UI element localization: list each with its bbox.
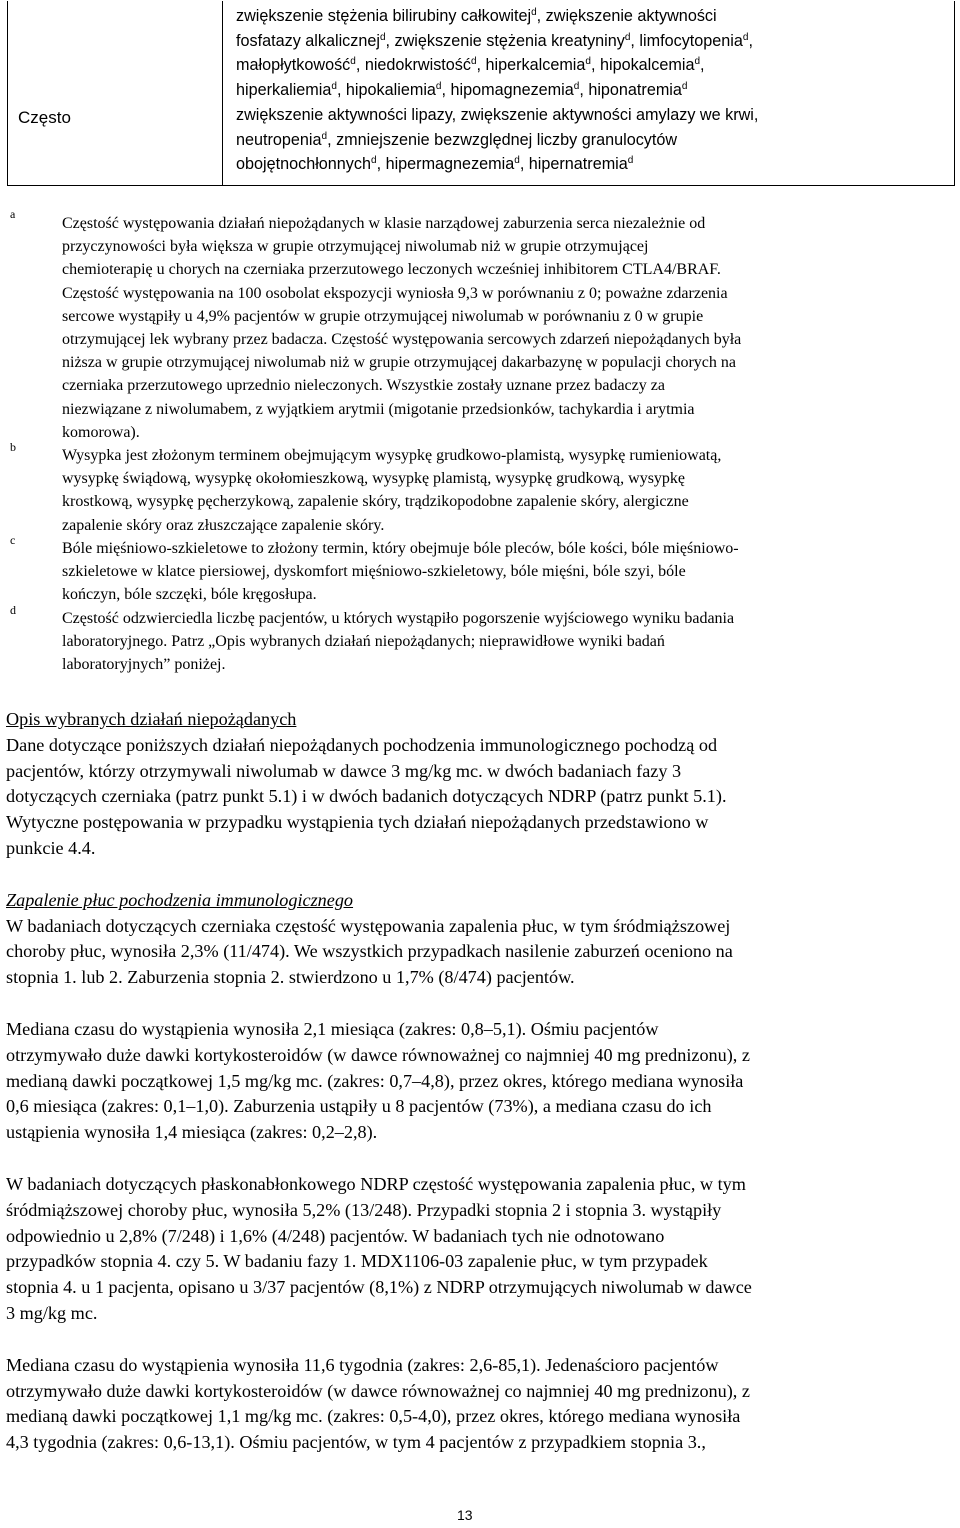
footnote-letter: d xyxy=(10,603,16,617)
text-line: Mediana czasu do wystąpienia wynosiła 11,6 tygodnia (zakres: 2,6-85,1). Jedenaścioro pacjentów xyxy=(6,1354,719,1375)
footnote-line: chemioterapię u chorych na czerniaka przerzutowego leczonych wcześniej inhibitorem CTLA4/BRAF. xyxy=(62,261,721,279)
footnote-line: sercowe wystąpiły u 4,9% pacjentów w grupie otrzymującej niwolumab w porównaniu z 0 w grupie xyxy=(62,307,704,325)
footnote-marker: d xyxy=(624,31,631,43)
text-run: , hipokaliemia xyxy=(336,80,436,99)
footnote-marker: d xyxy=(627,155,634,166)
table-text-line xyxy=(236,53,951,78)
footnote-d xyxy=(62,607,952,677)
footnote-line: Częstość odzwierciedla liczbę pacjentów, u których wystąpiło pogorszenie wyjściowego wyniku badania xyxy=(62,610,735,627)
table-text-line xyxy=(236,103,951,128)
text-run: , hipokalcemia xyxy=(590,56,695,74)
footnote-line: niższa w grupie otrzymującej niwolumab niż w grupie otrzymującej dakarbazynę w populacji chorych na xyxy=(62,354,736,372)
paragraph xyxy=(6,1172,954,1327)
footnote-a xyxy=(62,212,952,444)
text-line: medianą dawki początkowej 1,5 mg/kg mc. (zakres: 0,7–4,8), przez okres, którego mediana wynosiła xyxy=(6,1070,744,1091)
text-run: małopłytkowość xyxy=(236,56,351,74)
text-run: , niedokrwistość xyxy=(355,56,471,74)
text-run: , zmniejszenie bezwzględnej liczby granulocytów xyxy=(327,130,678,149)
text-line: W badaniach dotyczących płaskonabłonkowego NDRP częstość występowania zapalenia płuc, w tym xyxy=(6,1173,746,1194)
footnote-marker: d xyxy=(435,80,442,92)
footnote-line: Wysypka jest złożonym terminem obejmującym wysypkę grudkowo-plamistą, wysypkę rumieniowatą, xyxy=(62,447,722,464)
footnote-letter: b xyxy=(10,440,16,454)
footnote-letter: a xyxy=(10,207,16,221)
text-line: odpowiednio u 2,8% (7/248) i 1,6% (4/248) pacjentów. W badaniach tych nie odnotowano xyxy=(6,1225,665,1246)
footnote-line: laboratoryjnych” poniżej. xyxy=(62,656,226,674)
footnote-marker: d xyxy=(694,56,701,67)
text-line: przypadków stopnia 4. czy 5. W badaniu fazy 1. MDX1106-03 zapalenie płuc, w tym przypadek xyxy=(6,1251,708,1272)
text-line: stopnia 4. u 1 pacjenta, opisano u 3/37 pacjentów (8,1%) z NDRP otrzymujących niwolumab w dawce xyxy=(6,1277,752,1298)
text-line: ustąpienia wynosiła 1,4 miesiąca (zakres: 0,2–2,8). xyxy=(6,1122,378,1143)
text-line: otrzymywało duże dawki kortykosteroidów (w dawce równoważnej co najmniej 40 mg prednizonu), z xyxy=(6,1380,750,1401)
text-run: fosfatazy alkalicznej xyxy=(236,31,380,50)
footnote-c xyxy=(62,537,952,607)
text-run: , xyxy=(700,56,705,74)
text-line: dotyczących czerniaka (patrz punkt 5.1) i w dwóch badanich dotyczących NDRP (patrz punkt 5.1). xyxy=(6,786,727,807)
text-run: obojętnochłonnych xyxy=(236,155,372,173)
text-run: , hipernatremia xyxy=(519,155,628,173)
footnote-line: szkieletowe w klatce piersiowej, dyskomfort mięśniowo-szkieletowy, bóle mięśni, bóle szyi, bóle xyxy=(62,563,686,581)
text-line: W badaniach dotyczących czerniaka częstość występowania zapalenia płuc, w tym śródmiąższowej xyxy=(6,915,731,936)
text-run: , hiperkalcemia xyxy=(476,56,586,74)
text-run: , zwiększenie stężenia kreatyniny xyxy=(385,31,625,50)
footnote-marker: d xyxy=(470,56,477,67)
text-line: choroby płuc, wynosiła 2,3% (11/474). We wszystkich przypadkach nasilenie zaburzeń oceniono na xyxy=(6,941,733,962)
text-run: , hiponatremia xyxy=(579,80,682,99)
footnote-marker: d xyxy=(573,80,580,92)
footnote-line: Częstość występowania działań niepożądanych w klasie narządowej zaburzenia serca niezależnie od xyxy=(62,215,706,232)
text-line: śródmiąższowej choroby płuc, wynosiła 5,2% (13/248). Przypadki stopnia 2 i stopnia 3. wystąpiły xyxy=(6,1199,722,1220)
text-run: zwiększenie aktywności lipazy, zwiększenie aktywności amylazy we krwi, xyxy=(236,106,759,124)
frequency-label: Często xyxy=(18,108,71,127)
text-run: neutropenia xyxy=(236,130,322,149)
footnote-line: otrzymującej lek wybrany przez badacza. Częstość występowania sercowych zdarzeń niepożądanych była xyxy=(62,331,742,349)
text-run: , zwiększenie aktywności xyxy=(536,7,717,25)
text-line: 0,6 miesiąca (zakres: 0,1–1,0). Zaburzenia ustąpiły u 8 pacjentów (73%), a mediana czasu do ich xyxy=(6,1096,712,1117)
text-line: stopnia 1. lub 2. Zaburzenia stopnia 2. stwierdzono u 1,7% (8/474) pacjentów. xyxy=(6,967,575,988)
footnote-marker: d xyxy=(681,80,688,92)
footnote-marker: d xyxy=(514,155,520,166)
text-line: pacjentów, którzy otrzymywali niwolumab w dawce 3 mg/kg mc. w dwóch badaniach fazy 3 xyxy=(6,760,682,781)
text-line: otrzymywało duże dawki kortykosteroidów (w dawce równoważnej co najmniej 40 mg prednizonu), z xyxy=(6,1044,750,1065)
footnote-line: wysypkę świądową, wysypkę okołomieszkową, wysypkę plamistą, wysypkę grudkową, wysypkę xyxy=(62,470,686,488)
document-body xyxy=(6,707,954,1456)
table-text-line xyxy=(236,4,951,29)
footnote-line: przyczynowości była większa w grupie otrzymującej niwolumab niż w grupie otrzymującej xyxy=(62,238,649,256)
footnote-line: Bóle mięśniowo-szkieletowe to złożony termin, który obejmuje bóle pleców, bóle kości, bóle mięśniowo- xyxy=(62,540,739,557)
text-run: , hipomagnezemia xyxy=(441,80,574,99)
table-text-line xyxy=(236,128,951,153)
text-line: punkcie 4.4. xyxy=(6,837,96,858)
paragraph xyxy=(6,1353,954,1456)
text-line: medianą dawki początkowej 1,1 mg/kg mc. (zakres: 0,5-4,0), przez okres, którego mediana wynosiła xyxy=(6,1406,741,1427)
text-line: Mediana czasu do wystąpienia wynosiła 2,1 miesiąca (zakres: 0,8–5,1). Ośmiu pacjentów xyxy=(6,1018,659,1039)
text-line: Dane dotyczące poniższych działań niepożądanych pochodzenia immunologicznego pochodzą od xyxy=(6,734,718,755)
text-line: Wytyczne postępowania w przypadku wystąpienia tych działań niepożądanych przedstawiono w xyxy=(6,812,709,833)
footnote-marker: d xyxy=(585,56,591,67)
footnote-marker: d xyxy=(379,31,386,43)
footnote-marker: d xyxy=(371,155,377,166)
frequency-cell xyxy=(8,1,223,185)
footnote-marker: d xyxy=(331,80,337,92)
reactions-cell xyxy=(236,4,951,177)
text-run: , limfocytopenia xyxy=(630,31,743,50)
footnote-letter: c xyxy=(10,533,16,547)
paragraph xyxy=(6,914,954,991)
page-number: 13 xyxy=(457,1507,473,1523)
paragraph xyxy=(6,1017,954,1146)
footnote-marker: d xyxy=(350,56,356,67)
table-text-line xyxy=(236,78,951,103)
subsection-heading: Zapalenie płuc pochodzenia immunologicznego xyxy=(6,889,354,910)
section-heading: Opis wybranych działań niepożądanych xyxy=(6,709,297,729)
footnote-b xyxy=(62,444,952,537)
text-line: 3 mg/kg mc. xyxy=(6,1302,98,1323)
footnote-marker: d xyxy=(531,7,537,18)
paragraph xyxy=(6,733,954,862)
footnote-line: kończyn, bóle szczęki, bóle kręgosłupa. xyxy=(62,586,317,604)
footnote-line: laboratoryjnego. Patrz „Opis wybranych działań niepożądanych; nieprawidłowe wyniki badań xyxy=(62,633,665,651)
adverse-reactions-table xyxy=(7,1,955,186)
table-text-line xyxy=(236,29,951,54)
footnote-marker: d xyxy=(321,130,328,142)
text-run: zwiększenie stężenia bilirubiny całkowitej xyxy=(236,7,532,25)
footnote-line: komorowa). xyxy=(62,423,140,441)
footnote-line: krostkową, wysypkę pęcherzykową, zapalenie skóry, trądzikopodobne zapalenie skóry, alergiczne xyxy=(62,493,689,511)
text-run: hiperkaliemia xyxy=(236,80,332,99)
footnote-line: Częstość występowania na 100 osobolat ekspozycji wyniosła 9,3 w porównaniu z 0; poważne zdarzenia xyxy=(62,284,728,302)
footnote-line: czerniaka przerzutowego uprzednio nieleczonych. Wszystkie zostały uznane przez badaczy za xyxy=(62,377,665,395)
footnote-line: niezwiązane z niwolumabem, z wyjątkiem arytmii (migotanie przedsionków, tachykardia i arytmia xyxy=(62,400,695,418)
text-line: 4,3 tygodnia (zakres: 0,6-13,1). Ośmiu pacjentów, w tym 4 pacjentów z przypadkiem stopnia 3., xyxy=(6,1432,706,1453)
text-run: , xyxy=(748,31,753,50)
text-run: , hipermagnezemia xyxy=(376,155,515,173)
footnote-marker: d xyxy=(742,31,749,43)
footnote-line: zapalenie skóry oraz złuszczające zapalenie skóry. xyxy=(62,516,385,534)
table-text-line xyxy=(236,152,951,177)
